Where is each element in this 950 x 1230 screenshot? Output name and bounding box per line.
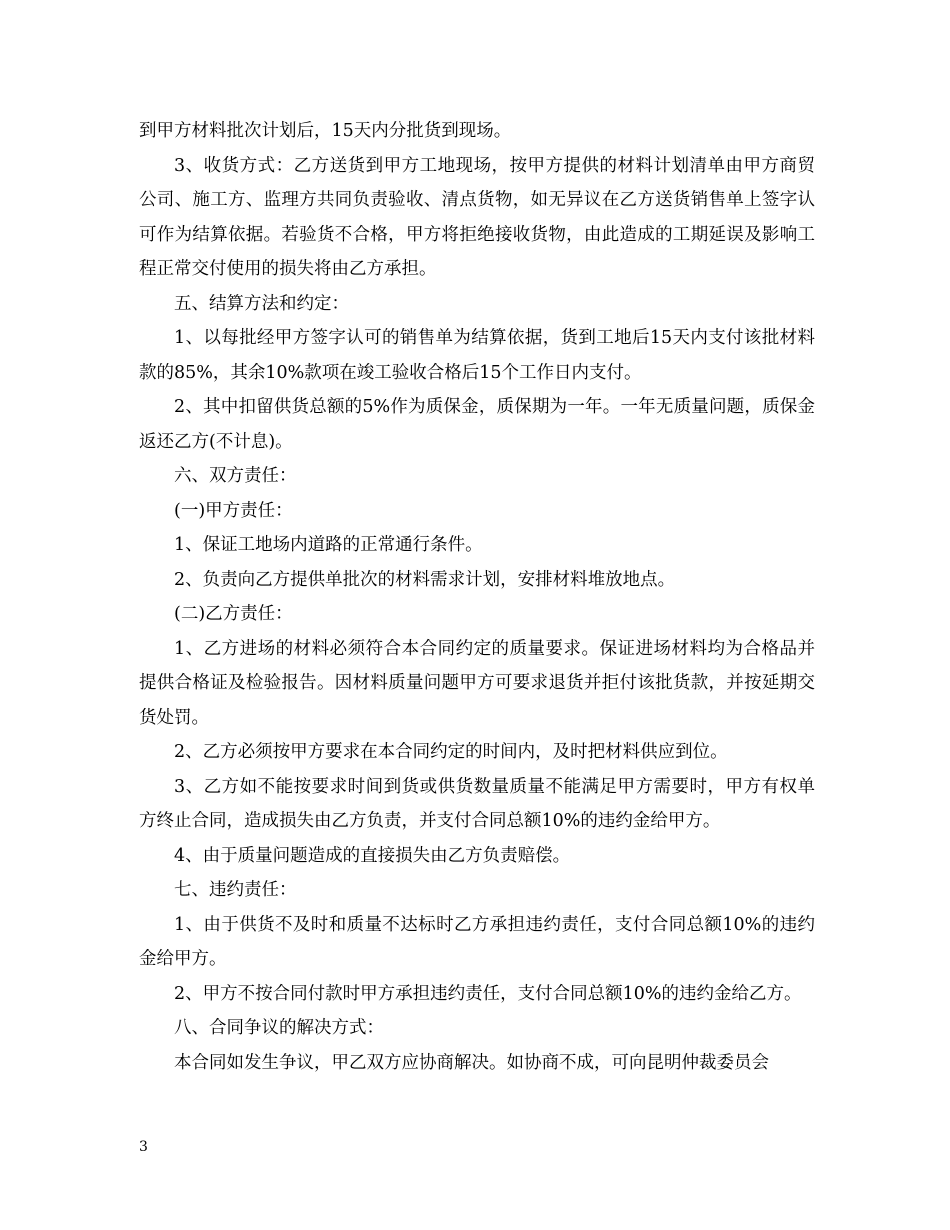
paragraph: 1、以每批经甲方签字认可的销售单为结算依据，货到工地后15天内支付该批材料款的85%，其余10%款项在竣工验收合格后15个工作日内支付。 xyxy=(139,328,815,383)
paragraph: (二)乙方责任： xyxy=(174,604,293,624)
paragraph: 2、负责向乙方提供单批次的材料需求计划，安排材料堆放地点。 xyxy=(174,569,676,590)
paragraph: 到甲方材料批次计划后，15天内分批货到现场。 xyxy=(139,121,512,141)
paragraph: 4、由于质量问题造成的直接损失由乙方负责赔偿。 xyxy=(174,845,571,866)
paragraph: 八、合同争议的解决方式： xyxy=(174,1018,384,1038)
paragraph: 2、甲方不按合同付款时甲方承担违约责任，支付合同总额10%的违约金给乙方。 xyxy=(174,983,802,1004)
paragraph: 2、乙方必须按甲方要求在本合同约定的时间内，及时把材料供应到位。 xyxy=(174,742,728,762)
paragraph: 本合同如发生争议，甲乙双方应协商解决。如协商不成，可向昆明仲裁委员会 xyxy=(174,1052,769,1073)
paragraph: 1、乙方进场的材料必须符合本合同约定的质量要求。保证进场材料均为合格品并提供合格证及检验报告。因材料质量问题甲方可要求退货并拒付该批货款，并按延期交货处罚。 xyxy=(139,638,815,728)
paragraph: 1、保证工地场内道路的正常通行条件。 xyxy=(174,535,483,555)
page-number: 3 xyxy=(139,1139,148,1155)
paragraph: 3、乙方如不能按要求时间到货或供货数量质量不能满足甲方需要时，甲方有权单方终止合同，造成损失由乙方负责，并支付合同总额10%的违约金给甲方。 xyxy=(139,776,815,831)
paragraph: 3、收货方式：乙方送货到甲方工地现场，按甲方提供的材料计划清单由甲方商贸公司、施工方、监理方共同负责验收、清点货物，如无异议在乙方送货销售单上签字认可作为结算依据。若验货不合格，甲方将拒绝接收货物，由此造成的工期延误及影响工程正常交付使用的损失将由乙方承担。 xyxy=(139,155,815,279)
paragraph: 1、由于供货不及时和质量不达标时乙方承担违约责任，支付合同总额10%的违约金给甲方。 xyxy=(139,914,815,969)
paragraph: 2、其中扣留供货总额的5%作为质保金，质保期为一年。一年无质量问题，质保金返还乙方(不计息)。 xyxy=(139,397,815,452)
paragraph: 六、双方责任： xyxy=(174,466,297,486)
document-body xyxy=(139,114,815,1080)
paragraph: 七、违约责任： xyxy=(174,880,297,900)
paragraph: 五、结算方法和约定： xyxy=(174,293,349,314)
paragraph: (一)甲方责任： xyxy=(174,500,293,521)
